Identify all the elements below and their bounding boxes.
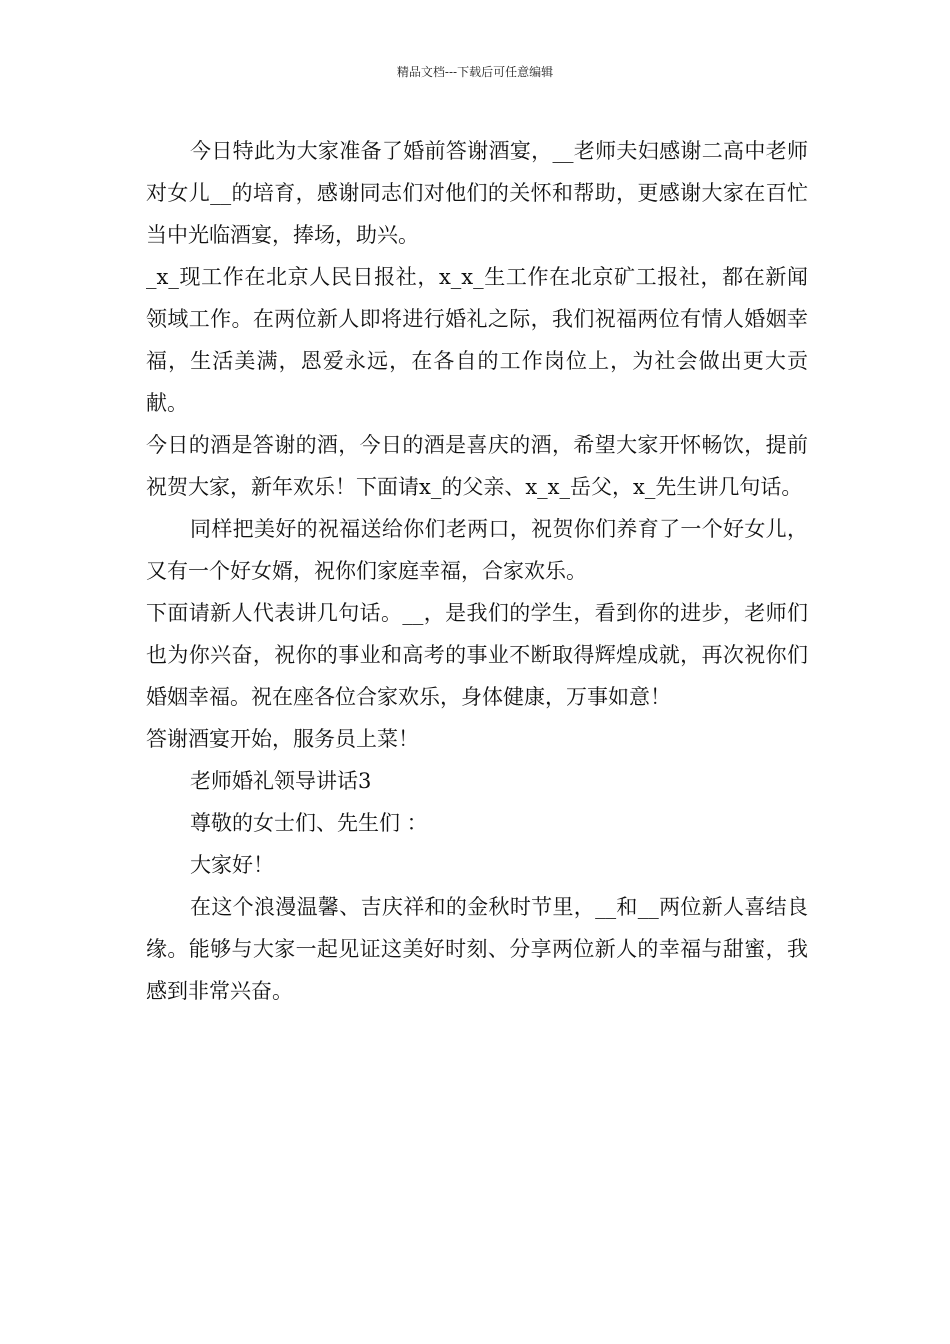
document-body <box>146 130 808 1012</box>
page-header: 精品文档---下载后可任意编辑 <box>396 65 554 79</box>
paragraph-autumn-wedding: 在这个浪漫温馨、吉庆祥和的金秋时节里，__和__两位新人喜结良缘。能够与大家一起见证这美好时刻、分享两位新人的幸福与甜蜜，我感到非常兴奋。 <box>146 895 808 1003</box>
paragraph-toast: 今日的酒是答谢的酒，今日的酒是喜庆的酒，希望大家开怀畅饮，提前祝贺大家，新年欢乐！下面请x_的父亲、x_x_岳父，x_先生讲几句话。 <box>146 433 808 499</box>
paragraph-thanks-banquet: 今日特此为大家准备了婚前答谢酒宴，__老师夫妇感谢二高中老师对女儿__的培育，感谢同志们对他们的关怀和帮助，更感谢大家在百忙当中光临酒宴，捧场，助兴。 <box>146 139 808 247</box>
paragraph-salutation: 尊敬的女士们、先生们 ： <box>190 811 428 835</box>
paragraph-greeting: 大家好！ <box>190 853 274 877</box>
paragraph-banquet-start: 答谢酒宴开始，服务员上菜！ <box>146 727 419 751</box>
section-heading: 老师婚礼领导讲话3 <box>190 769 372 793</box>
paragraph-blessing-parents: 同样把美好的祝福送给你们老两口，祝贺你们养育了一个好女儿，又有一个好女婿，祝你们家庭幸福，合家欢乐。 <box>146 517 808 583</box>
paragraph-newlywed-speech: 下面请新人代表讲几句话。__，是我们的学生，看到你的进步，老师们也为你兴奋，祝你的事业和高考的事业不断取得辉煌成就，再次祝你们婚姻幸福。祝在座各位合家欢乐，身体健康，万事如意！ <box>146 601 808 709</box>
paragraph-newlyweds-work: _x_现工作在北京人民日报社，x_x_生工作在北京矿工报社，都在新闻领域工作。在两位新人即将进行婚礼之际，我们祝福两位有情人婚姻幸福，生活美满，恩爱永远，在各自的工作岗位上，为社会做出更大贡献。 <box>146 265 808 415</box>
